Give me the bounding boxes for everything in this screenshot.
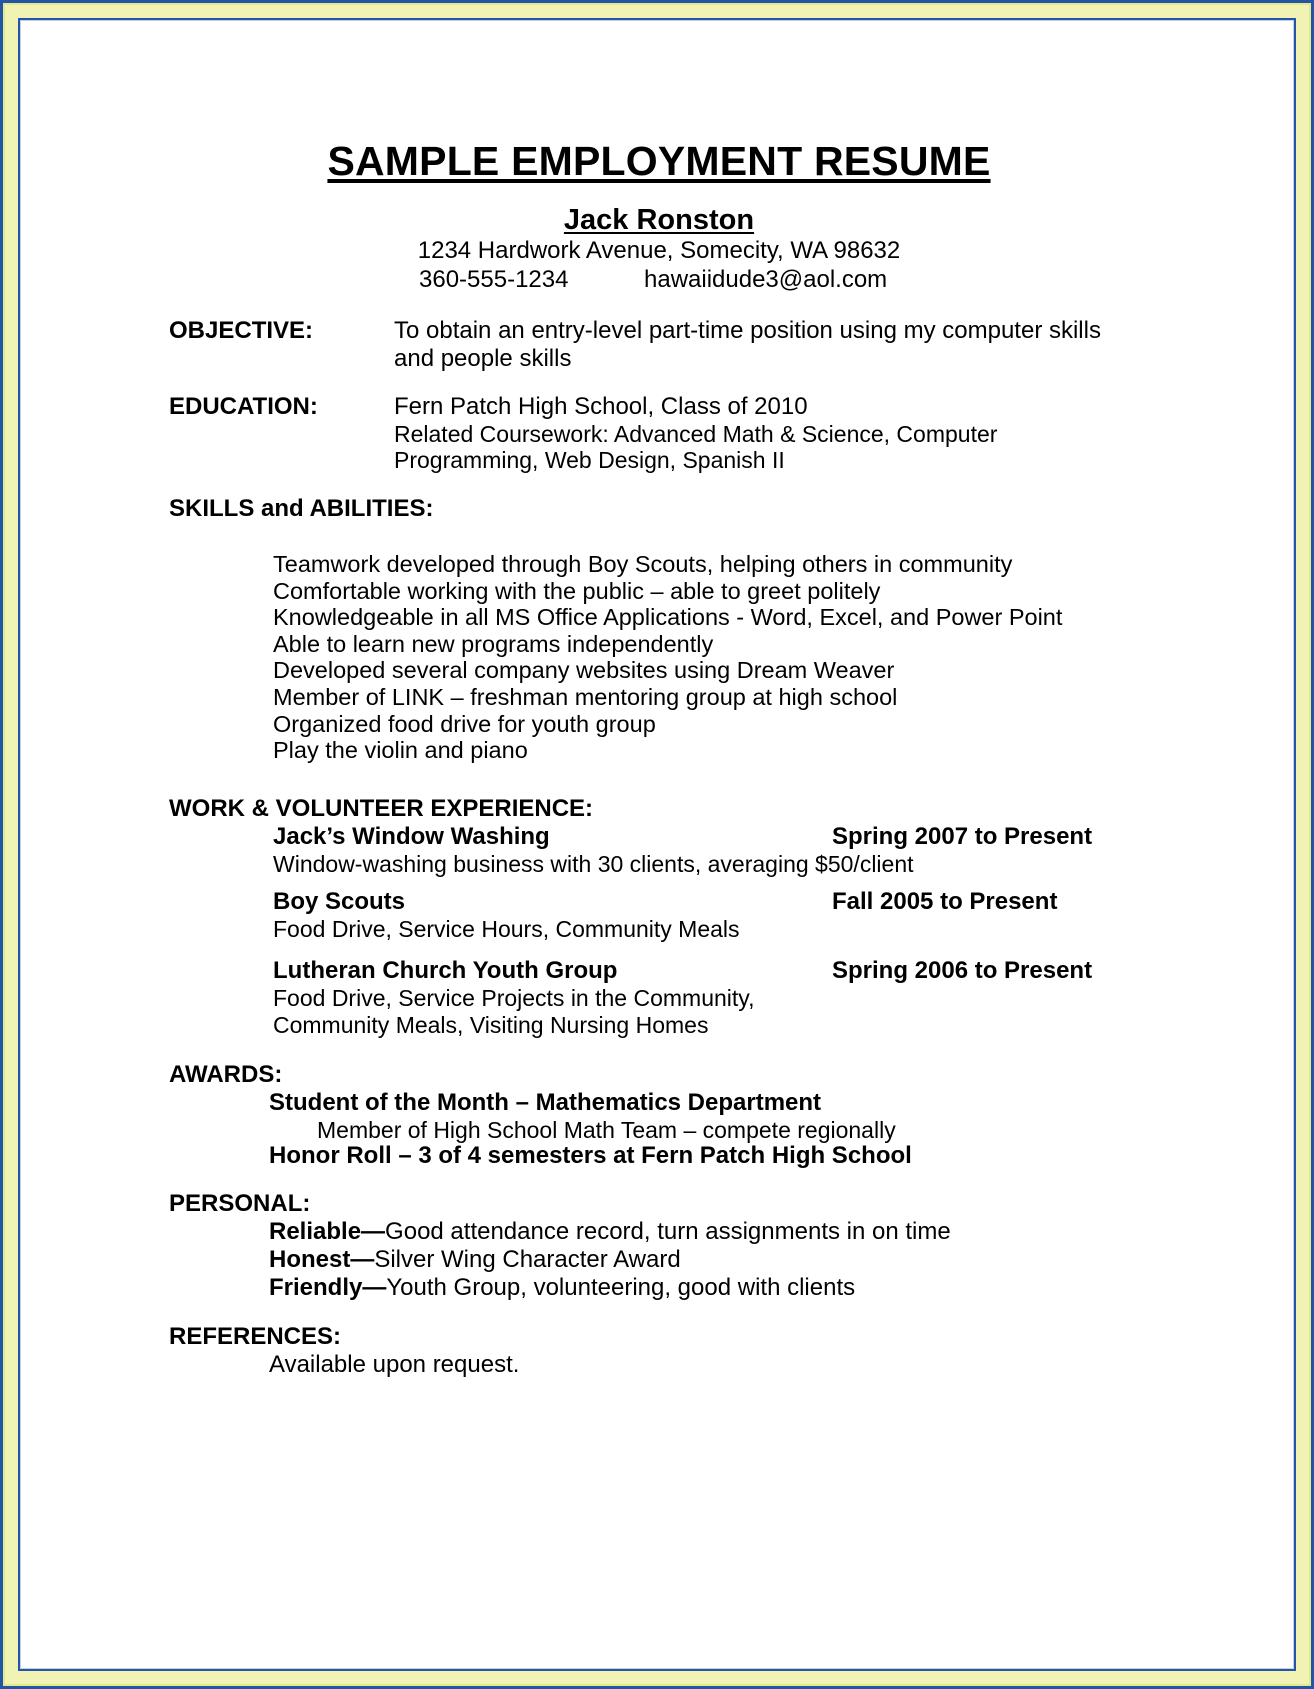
list-item: Organized food drive for youth group xyxy=(273,710,656,737)
list-item: Teamwork developed through Boy Scouts, helping others in community xyxy=(273,551,1013,577)
list-item: Member of LINK – freshman mentoring group at high school xyxy=(273,684,898,710)
skills-heading: SKILLS and ABILITIES: xyxy=(169,495,434,522)
job-org-2: Boy Scouts xyxy=(273,888,406,915)
personal-detail: Good attendance record, turn assignments in on time xyxy=(385,1218,951,1245)
work-heading: WORK & VOLUNTEER EXPERIENCE: xyxy=(169,795,594,822)
list-item: Comfortable working with the public – able to greet politely xyxy=(273,577,881,604)
list-item: Developed several company websites using Dream Weaver xyxy=(273,657,895,684)
job-desc-1: Window-washing business with 30 clients, averaging $50/client xyxy=(273,851,914,877)
page-title: SAMPLE EMPLOYMENT RESUME xyxy=(327,138,991,184)
phone-number: 360-555-1234 xyxy=(419,266,569,293)
skills-list xyxy=(273,551,1173,771)
references-text: Available upon request. xyxy=(269,1351,520,1378)
award-2: Honor Roll – 3 of 4 semesters at Fern Patch High School xyxy=(269,1142,912,1169)
job-dates-1: Spring 2007 to Present xyxy=(832,823,1093,850)
award-1: Student of the Month – Mathematics Department xyxy=(269,1089,822,1116)
personal-item-3 xyxy=(269,1274,855,1302)
job-org-1: Jack’s Window Washing xyxy=(273,823,550,850)
personal-trait: Honest— xyxy=(269,1246,375,1273)
personal-item-1 xyxy=(269,1218,951,1246)
list-item: Able to learn new programs independently xyxy=(273,630,714,657)
objective-line-2: and people skills xyxy=(394,345,572,372)
education-school: Fern Patch High School, Class of 2010 xyxy=(394,393,808,420)
applicant-name: Jack Ronston xyxy=(563,204,755,236)
personal-detail: Silver Wing Character Award xyxy=(374,1246,681,1273)
personal-trait: Friendly— xyxy=(269,1274,387,1301)
job-org-3: Lutheran Church Youth Group xyxy=(273,957,618,984)
education-coursework-2: Programming, Web Design, Spanish II xyxy=(394,447,785,473)
references-heading: REFERENCES: xyxy=(169,1323,342,1350)
job-desc-3a: Food Drive, Service Projects in the Community, xyxy=(273,985,755,1011)
email-address: hawaiidude3@aol.com xyxy=(644,266,888,293)
objective-heading: OBJECTIVE: xyxy=(169,317,314,344)
personal-item-2 xyxy=(269,1246,681,1274)
awards-heading: AWARDS: xyxy=(169,1061,283,1088)
education-coursework-1: Related Coursework: Advanced Math & Science, Computer xyxy=(394,421,998,447)
list-item: Play the violin and piano xyxy=(273,737,528,764)
award-1-note: Member of High School Math Team – compete regionally xyxy=(317,1117,896,1143)
job-desc-2: Food Drive, Service Hours, Community Meals xyxy=(273,916,740,942)
education-heading: EDUCATION: xyxy=(169,393,318,420)
personal-heading: PERSONAL: xyxy=(169,1190,311,1217)
objective-line-1: To obtain an entry-level part-time position using my computer skills xyxy=(394,317,1101,344)
resume-page xyxy=(18,18,1296,1671)
address: 1234 Hardwork Avenue, Somecity, WA 98632 xyxy=(417,237,901,264)
job-dates-2: Fall 2005 to Present xyxy=(832,888,1058,915)
job-desc-3b: Community Meals, Visiting Nursing Homes xyxy=(273,1012,709,1038)
list-item: Knowledgeable in all MS Office Applications - Word, Excel, and Power Point xyxy=(273,604,1063,631)
job-dates-3: Spring 2006 to Present xyxy=(832,957,1093,984)
personal-detail: Youth Group, volunteering, good with clients xyxy=(386,1274,856,1301)
personal-trait: Reliable— xyxy=(269,1218,386,1245)
